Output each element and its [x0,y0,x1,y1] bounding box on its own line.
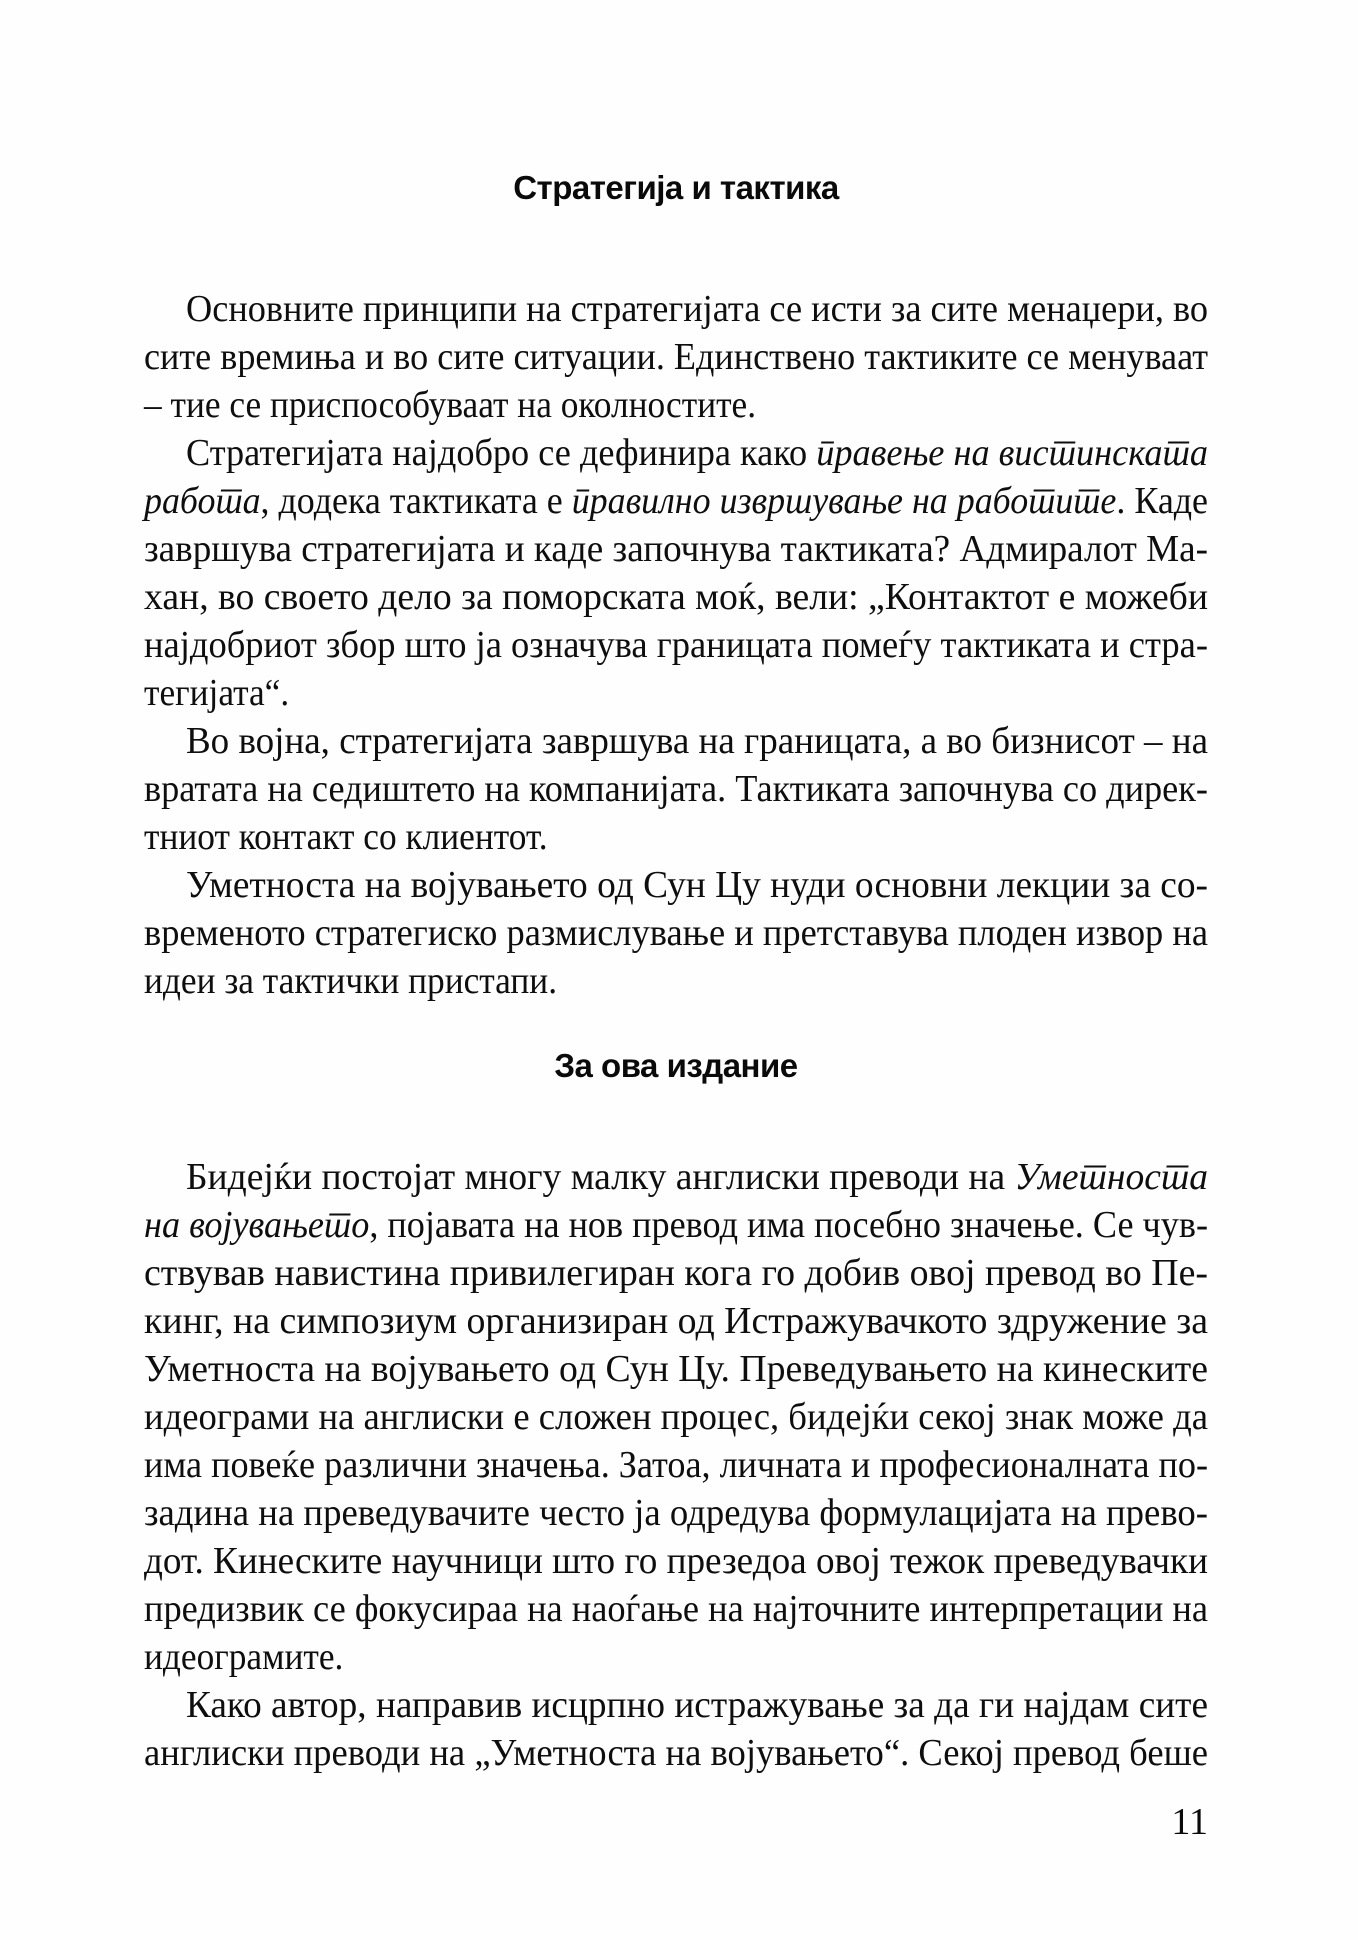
text-segment: Уметноста на војувањето од Сун Цу нуди основни лекции за со- [186,864,1208,906]
text-line [144,381,1208,429]
text-line [144,525,1208,573]
paragraph [144,1681,1208,1777]
text-line [144,1393,1208,1441]
text-line [144,909,1208,957]
text-line [144,669,1208,717]
italic-text-segment: правење на вистинската [816,432,1208,474]
text-segment: идеограми на англиски е сложен процес, бидејќи секој знак може да [144,1396,1208,1438]
text-line [144,1249,1208,1297]
text-line [144,1345,1208,1393]
italic-text-segment: Уметноста [1014,1156,1208,1198]
text-line [144,1441,1208,1489]
section-heading: За ова издание [554,1047,798,1084]
text-line [144,429,1208,477]
text-line [144,1633,1208,1681]
text-line [144,1489,1208,1537]
text-line [144,573,1208,621]
text-segment: , појавата на нов превод има посебно значење. Се чув- [369,1204,1208,1246]
text-segment: Бидејќи постојат многу малку англиски преводи на [186,1156,1015,1198]
text-line [144,1729,1208,1777]
text-segment: тниот контакт со клиентот. [144,816,548,858]
italic-text-segment: на војувањето [144,1204,370,1246]
text-segment: завршува стратегијата и каде започнува тактиката? Адмиралот Ма- [144,528,1208,570]
text-segment: предизвик се фокусираа на наоѓање на најточните интерпретации на [144,1588,1208,1630]
text-flow [144,168,1208,1777]
text-segment: идеограмите. [144,1636,344,1678]
text-line [144,1153,1208,1201]
text-segment: , додека тактиката е [260,480,572,522]
text-line [144,477,1208,525]
text-segment: ствував навистина привилегиран кога го добив овој превод во Пе- [144,1252,1208,1294]
paragraph [144,1153,1208,1681]
text-line [144,957,1208,1005]
paragraph [144,861,1208,1005]
text-segment: Уметноста на војувањето од Сун Цу. Преведувањето на кинеските [144,1348,1208,1390]
text-segment: Во војна, стратегијата завршува на границата, а во бизнисот – на [186,720,1208,762]
text-line [144,1681,1208,1729]
section-heading: Стратегија и тактика [513,169,839,206]
text-segment: најдобриот збор што ја означува границата помеѓу тактиката и стра- [144,624,1208,666]
text-segment: тегијата“. [144,672,290,714]
text-segment: Како автор, направив исцрпно истражување за да ги најдам сите [186,1684,1208,1726]
text-line [144,621,1208,669]
text-line [144,1201,1208,1249]
text-line [144,285,1208,333]
paragraph [144,429,1208,717]
text-segment: . Каде [1116,480,1208,522]
text-line [144,861,1208,909]
text-segment: – тие се приспособуваат на околностите. [144,384,757,426]
paragraph [144,717,1208,861]
text-line [144,813,1208,861]
text-segment: Основните принципи на стратегијата се исти за сите менаџери, во [186,288,1208,330]
text-line [144,765,1208,813]
text-segment: хан, во своето дело за поморската моќ, вели: „Контактот е можеби [144,576,1208,618]
italic-text-segment: правилно извршување на работите [571,480,1117,522]
text-segment: има повеќе различни значења. Затоа, личната и професионалната по- [144,1444,1208,1486]
text-segment: временото стратегиско размислување и претставува плоден извор на [144,912,1208,954]
text-segment: дот. Кинеските научници што го презедоа овој тежок преведувачки [144,1540,1208,1582]
paragraph [144,285,1208,429]
text-line [144,1297,1208,1345]
text-line [144,333,1208,381]
text-segment: сите времиња и во сите ситуации. Единствено тактиките се менуваат [144,336,1208,378]
italic-text-segment: работа [144,480,261,522]
text-segment: идеи за тактички пристапи. [144,960,558,1002]
text-segment: вратата на седиштето на компанијата. Тактиката започнува со дирек- [144,768,1208,810]
text-line [144,1585,1208,1633]
page-number: 11 [1171,1801,1208,1843]
text-segment: Стратегијата најдобро се дефинира како [186,432,817,474]
text-segment: кинг, на симпозиум организиран од Истражувачкото здружение за [144,1300,1208,1342]
text-line [144,717,1208,765]
text-segment: англиски преводи на „Уметноста на војувањето“. Секој превод беше [144,1732,1208,1774]
text-line [144,1537,1208,1585]
text-segment: задина на преведувачите често ја одредува формулацијата на прево- [144,1492,1208,1534]
